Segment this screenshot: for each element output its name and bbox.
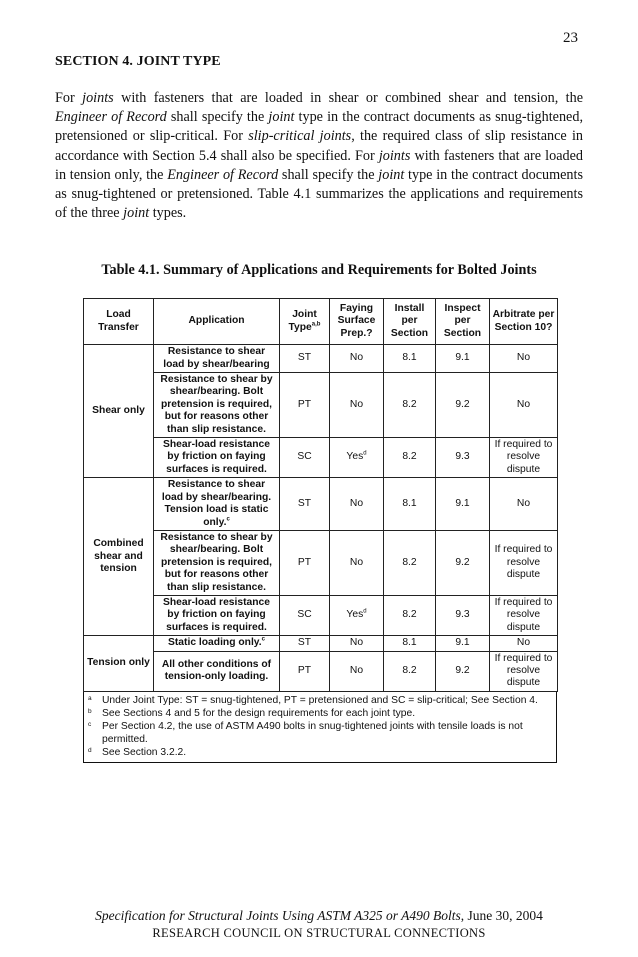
footnote-letter: d [88, 746, 92, 754]
joint-type-cell: PT [280, 373, 330, 438]
footnote [88, 746, 552, 759]
footnote-letter: b [88, 707, 92, 715]
table-row [84, 651, 558, 691]
inspect-cell: 9.1 [436, 636, 490, 651]
page-number: 23 [563, 30, 578, 46]
install-cell: 8.2 [384, 595, 436, 635]
faying-text: No [349, 497, 364, 509]
arbitrate-cell: No [490, 478, 558, 531]
footnote [88, 707, 552, 720]
summary-table [83, 298, 558, 692]
joint-type-cell: ST [280, 636, 330, 651]
inspect-cell: 9.1 [436, 345, 490, 373]
header-load-transfer: Load Transfer [84, 299, 154, 345]
joint-type-cell: ST [280, 345, 330, 373]
faying-cell [330, 438, 384, 478]
body-paragraph [55, 89, 583, 223]
emphasis-text: Engineer of Record [167, 166, 279, 183]
arbitrate-cell: If required to resolve dispute [490, 438, 558, 478]
emphasis-text: slip-critical joints [248, 128, 352, 145]
application-cell [154, 530, 280, 595]
table-body [84, 345, 558, 692]
application-text: Static loading only. [168, 637, 262, 649]
application-text: Resistance to shear by shear/bearing. Bolt pretension is required, but for reasons other than slip resistance. [160, 531, 273, 593]
footer-spec-title [0, 908, 638, 924]
emphasis-text: joints [82, 90, 114, 106]
application-cell [154, 438, 280, 478]
install-cell: 8.2 [384, 438, 436, 478]
install-cell: 8.1 [384, 478, 436, 531]
application-text: Shear-load resistance by friction on faying surfaces is required. [162, 596, 271, 633]
header-arbitrate: Arbitrate per Section 10? [490, 299, 558, 345]
paragraph-text: with fasteners that are loaded in tension only, the [55, 147, 583, 183]
joint-type-cell: ST [280, 478, 330, 531]
faying-text: Yes [346, 609, 364, 621]
arbitrate-cell: No [490, 345, 558, 373]
arbitrate-cell: No [490, 636, 558, 651]
paragraph-text: types. [149, 205, 187, 222]
header-joint-type: Joint Type$^{a,b}$ [280, 299, 330, 345]
paragraph-text: shall specify the [278, 166, 379, 183]
application-text: Resistance to shear load by shear/bearing [163, 346, 270, 370]
footer-date: , June 30, 2004 [460, 908, 543, 923]
application-text: Resistance to shear load by shear/bearing. Tension load is static only. [161, 479, 272, 528]
application-cell [154, 651, 280, 691]
install-cell: 8.1 [384, 345, 436, 373]
faying-text: No [349, 556, 364, 568]
table-row [84, 345, 558, 373]
joint-type-cell: PT [280, 651, 330, 691]
faying-cell [330, 651, 384, 691]
paragraph-text: For [55, 90, 83, 106]
install-cell: 8.2 [384, 651, 436, 691]
table-row [84, 530, 558, 595]
arbitrate-cell: If required to resolve dispute [490, 651, 558, 691]
joint-type-cell: SC [280, 438, 330, 478]
table-notes [83, 692, 557, 763]
footnote-text: See Section 3.2.2. [102, 746, 187, 758]
summary-table-container [83, 298, 557, 763]
install-cell: 8.2 [384, 530, 436, 595]
application-cell [154, 345, 280, 373]
paragraph-text: with fasteners that are loaded in shear or combined shear and tension, the [113, 90, 583, 106]
application-text: All other conditions of tension-only loading. [161, 658, 272, 683]
faying-cell [330, 345, 384, 373]
faying-cell [330, 373, 384, 438]
faying-text: Yes [346, 451, 364, 463]
header-install: Install per Section [384, 299, 436, 345]
header-faying-surface: Faying Surface Prep.? [330, 299, 384, 345]
table-row [84, 595, 558, 635]
table-title: Table 4.1. Summary of Applications and Requirements for Bolted Joints [101, 262, 537, 278]
joint-type-cell: PT [280, 530, 330, 595]
inspect-cell: 9.2 [436, 530, 490, 595]
table-row [84, 373, 558, 438]
load-transfer-cell: Tension only [84, 636, 154, 692]
paragraph-text: type in the contract documents as snug-tightened, pretensioned or slip-critical. For [55, 109, 583, 145]
footnote-mark: d [363, 451, 367, 458]
application-cell [154, 595, 280, 635]
table-header-row [84, 299, 558, 345]
footnote [88, 694, 552, 707]
footnote [88, 720, 552, 746]
footer-title: Specification for Structural Joints Using ASTM A325 or A490 Bolts [95, 908, 461, 923]
table-row [84, 636, 558, 651]
header-application: Application [154, 299, 280, 345]
install-cell: 8.1 [384, 636, 436, 651]
footnote-text: Under Joint Type: ST = snug-tightened, PT = pretensioned and SC = slip-critical; See Section 4. [102, 694, 538, 706]
inspect-cell: 9.2 [436, 373, 490, 438]
arbitrate-cell: No [490, 373, 558, 438]
faying-text: No [349, 664, 364, 676]
application-text: Resistance to shear by shear/bearing. Bolt pretension is required, but for reasons other than slip resistance. [160, 374, 273, 435]
section-heading: SECTION 4. JOINT TYPE [55, 54, 221, 69]
emphasis-text: joint [378, 166, 405, 183]
arbitrate-cell: If required to resolve dispute [490, 530, 558, 595]
faying-cell [330, 530, 384, 595]
footnote-letter: c [88, 720, 92, 728]
footnote-mark: c [226, 516, 230, 523]
application-text: Shear-load resistance by friction on faying surfaces is required. [162, 439, 271, 475]
emphasis-text: Engineer of Record [55, 109, 167, 126]
faying-text: No [349, 637, 364, 649]
inspect-cell: 9.1 [436, 478, 490, 531]
paragraph-text: , the required class of slip resistance in accordance with Section 5.4 shall also be specified. For [55, 128, 584, 164]
faying-text: No [349, 398, 364, 410]
header-inspect: Inspect per Section [436, 299, 490, 345]
faying-cell [330, 595, 384, 635]
footnote-text: See Sections 4 and 5 for the design requirements for each joint type. [102, 707, 416, 719]
paragraph-text: shall specify the [166, 109, 269, 126]
faying-text: No [349, 352, 364, 364]
footnote-mark: c [261, 636, 265, 643]
inspect-cell: 9.2 [436, 651, 490, 691]
faying-cell [330, 478, 384, 531]
emphasis-text: joint [123, 205, 150, 222]
inspect-cell: 9.3 [436, 595, 490, 635]
application-cell [154, 373, 280, 438]
load-transfer-cell: Shear only [84, 345, 154, 478]
application-cell [154, 636, 280, 651]
application-cell [154, 478, 280, 531]
load-transfer-cell: Combined shear and tension [84, 478, 154, 636]
footnote-letter: a [88, 694, 92, 702]
table-row [84, 478, 558, 531]
inspect-cell: 9.3 [436, 438, 490, 478]
joint-type-cell: SC [280, 595, 330, 635]
table-row [84, 438, 558, 478]
arbitrate-cell: If required to resolve dispute [490, 595, 558, 635]
emphasis-text: joints [378, 147, 411, 164]
paragraph-text: type in the contract documents as snug-tightened or pretensioned. Table 4.1 summarizes the applications and requirements of the three [55, 166, 583, 222]
footer-council: RESEARCH COUNCIL ON STRUCTURAL CONNECTIONS [152, 926, 486, 940]
footnote-text: Per Section 4.2, the use of ASTM A490 bolts in snug-tightened joints with tensile loads is not permitted. [102, 720, 523, 745]
emphasis-text: joint [268, 109, 295, 126]
footnote-mark: d [363, 608, 367, 615]
install-cell: 8.2 [384, 373, 436, 438]
faying-cell [330, 636, 384, 651]
